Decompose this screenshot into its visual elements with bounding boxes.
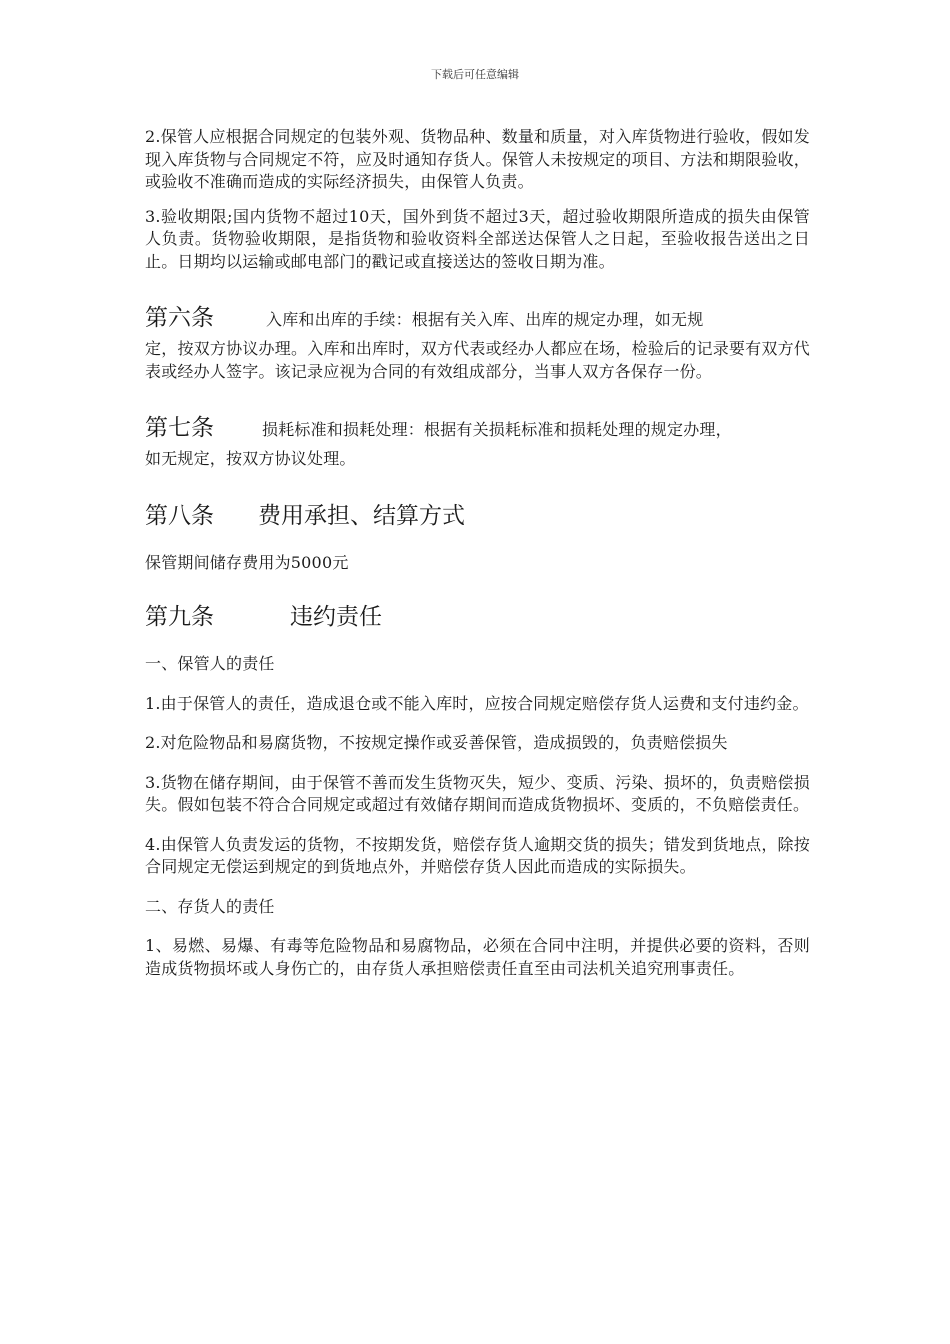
article-6-text: 定，按双方协议办理。入库和出库时，双方代表或经办人都应在场，检验后的记录要有双方代表或经办人签字。该记录应视为合同的有效组成部分，当事人双方各保存一份。	[145, 339, 810, 381]
article-8-number: 第八条	[145, 502, 214, 529]
article-6-number: 第六条	[145, 305, 214, 331]
article-7-lead: 损耗标准和损耗处理：根据有关损耗标准和损耗处理的规定办理，	[262, 420, 732, 439]
page-header-note: 下载后可任意编辑	[431, 68, 519, 81]
section-heading-custodian: 一、保管人的责任	[145, 654, 275, 673]
article-9-number: 第九条	[145, 604, 214, 630]
article-6-heading	[145, 299, 810, 332]
article-7-number: 第七条	[145, 415, 214, 441]
custodian-item-4: 4.由保管人负责发运的货物，不按期发货，赔偿存货人逾期交货的损失；错发到货地点，除按合同规定无偿运到规定的到货地点外，并赔偿存货人因此而造成的实际损失。	[145, 834, 810, 876]
depositor-item-1: 1、易燃、易爆、有毒等危险物品和易腐物品，必须在合同中注明，并提供必要的资料，否则造成货物损坏或人身伤亡的，由存货人承担赔偿责任直至由司法机关追究刑事责任。	[145, 936, 810, 978]
article-7-heading	[145, 409, 810, 442]
clause-paragraph-3: 3.验收期限;国内货物不超过10天，国外到货不超过3天，超过验收期限所造成的损失由保管人负责。货物验收期限，是指货物和验收资料全部送达保管人之日起，至验收报告送出之日止。日期均以运输或邮电部门的戳记或直接送达的签收日期为准。	[145, 206, 810, 271]
custodian-item-2: 2.对危险物品和易腐货物，不按规定操作或妥善保管，造成损毁的，负责赔偿损失	[145, 733, 728, 752]
article-9-heading	[145, 598, 810, 631]
custodian-item-1: 1.由于保管人的责任，造成退仓或不能入库时，应按合同规定赔偿存货人运费和支付违约金。	[145, 693, 809, 713]
clause-paragraph-2: 2.保管人应根据合同规定的包装外观、货物品种、数量和质量，对入库货物进行验收，假如发现入库货物与合同规定不符，应及时通知存货人。保管人未按规定的项目、方法和期限验收，或验收不准确而造成的实际经济损失，由保管人负责。	[145, 127, 810, 191]
article-9-title: 违约责任	[290, 604, 382, 630]
document-body	[145, 126, 810, 980]
article-8-text: 保管期间储存费用为5000元	[145, 552, 349, 572]
article-6-lead: 入库和出库的手续：根据有关入库、出库的规定办理，如无规	[266, 310, 704, 329]
article-8-heading	[145, 497, 810, 530]
article-8-title: 费用承担、结算方式	[258, 502, 465, 529]
article-7-text: 如无规定，按双方协议处理。	[145, 449, 356, 468]
section-heading-depositor: 二、存货人的责任	[145, 896, 275, 916]
custodian-item-3: 3.货物在储存期间，由于保管不善而发生货物灭失，短少、变质、污染、损坏的，负责赔偿损失。假如包装不符合合同规定或超过有效储存期间而造成货物损坏、变质的，不负赔偿责任。	[145, 772, 810, 814]
